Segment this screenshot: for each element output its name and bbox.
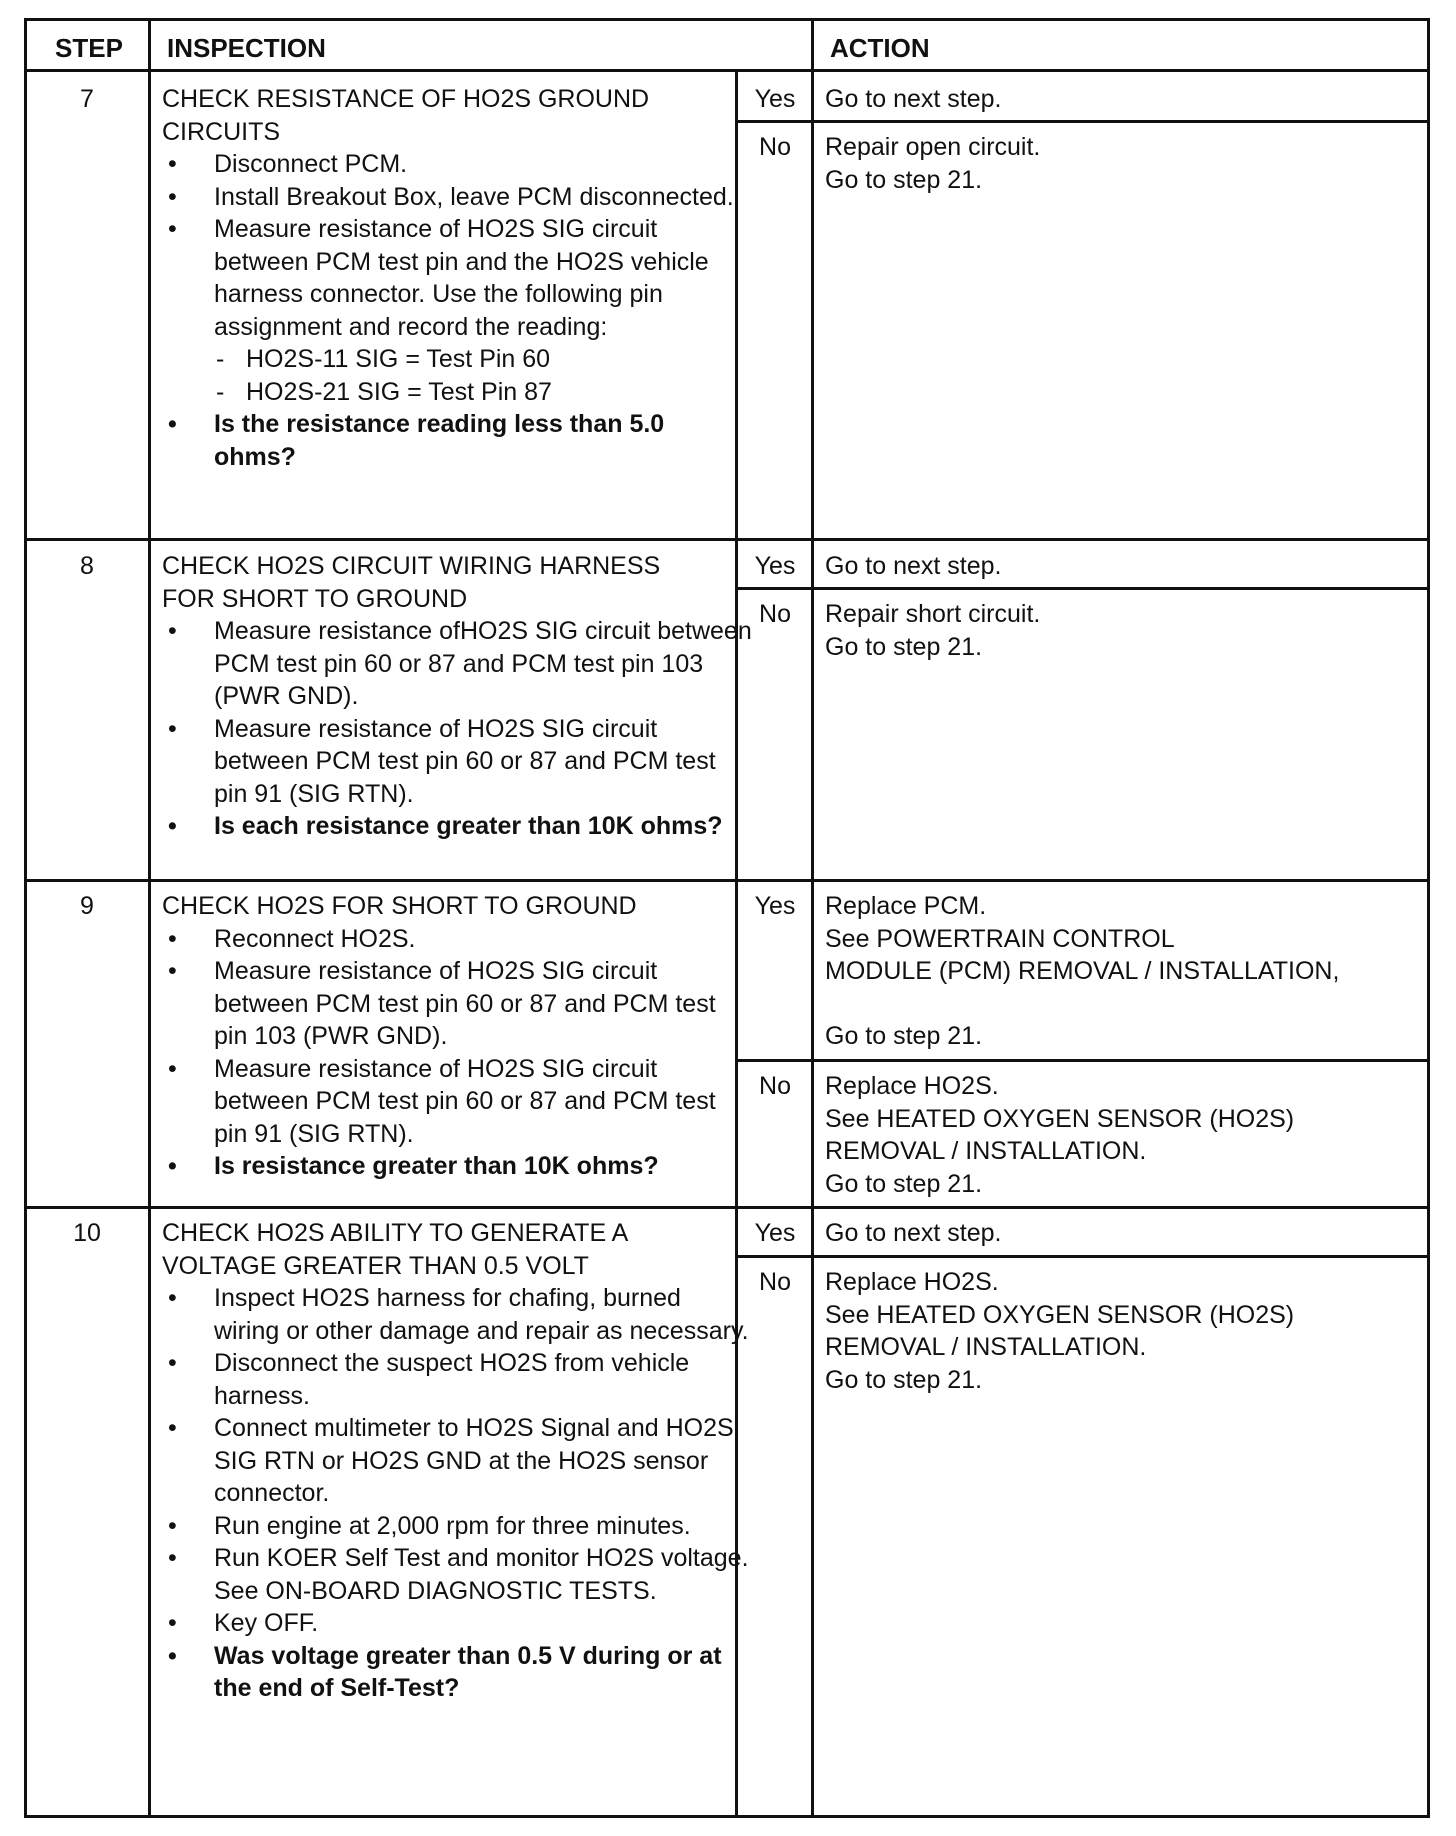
list-item: • Run KOER Self Test and monitor HO2S voltage. <box>162 1542 752 1575</box>
action-line: Go to next step. <box>825 552 1002 580</box>
row-divider <box>27 1206 1427 1209</box>
header-step: STEP <box>55 33 123 63</box>
bullet-list <box>162 1282 752 1705</box>
no-label: No <box>759 133 791 161</box>
action-line: REMOVAL / INSTALLATION. <box>825 1137 1147 1165</box>
list-item: • Run engine at 2,000 rpm for three minutes. <box>162 1510 752 1543</box>
yes-action <box>825 83 1425 116</box>
action-line: Repair open circuit. <box>825 133 1041 161</box>
action-line: Replace HO2S. <box>825 1268 999 1296</box>
action-line: Go to step 21. <box>825 1169 983 1198</box>
yes-label: Yes <box>754 892 796 920</box>
header-inspection: INSPECTION <box>167 33 326 63</box>
action-line <box>825 988 1425 1021</box>
list-item: • Measure resistance of HO2S SIG circuit between PCM test pin 60 or 87 and PCM test pin 91 (SIG RTN). <box>162 1053 752 1151</box>
action-line: Replace HO2S. <box>825 1072 999 1100</box>
yes-label: Yes <box>754 85 796 113</box>
step-title: VOLTAGE GREATER THAN 0.5 VOLT <box>162 1251 589 1280</box>
bullet-list <box>162 148 752 473</box>
row-divider <box>27 879 1427 882</box>
list-item: • Disconnect the suspect HO2S from vehicle harness. <box>162 1347 752 1412</box>
action-line: REMOVAL / INSTALLATION. <box>825 1333 1147 1361</box>
action-line: See POWERTRAIN CONTROL <box>825 924 1175 953</box>
no-label: No <box>759 600 791 628</box>
no-action <box>825 598 1425 663</box>
diagnostic-table <box>24 18 1430 1818</box>
no-label: No <box>759 1072 791 1100</box>
step-inspection <box>162 890 752 1183</box>
no-action <box>825 131 1425 196</box>
list-item: • Disconnect PCM. <box>162 148 752 181</box>
yes-label: Yes <box>754 1219 796 1247</box>
list-item: • Key OFF. <box>162 1607 752 1640</box>
action-line: See HEATED OXYGEN SENSOR (HO2S) <box>825 1104 1295 1133</box>
list-item: • Measure resistance of HO2S SIG circuit between PCM test pin and the HO2S vehicle harness connector. Use the following pin assignment and record the reading: <box>162 213 752 343</box>
step-inspection <box>162 83 752 473</box>
step-title: CHECK HO2S CIRCUIT WIRING HARNESS <box>162 552 661 580</box>
list-subitem: - HO2S-21 SIG = Test Pin 87 <box>162 376 752 409</box>
step-number: 10 <box>73 1219 101 1247</box>
list-item: • Inspect HO2S harness for chafing, burned wiring or other damage and repair as necessary. <box>162 1282 752 1347</box>
bullet-list <box>162 923 752 1183</box>
yes-action <box>825 550 1425 583</box>
list-item-continuation: See ON-BOARD DIAGNOSTIC TESTS. <box>214 1576 657 1605</box>
step-number: 9 <box>80 892 94 920</box>
yes-action <box>825 1217 1425 1250</box>
step-title: CHECK HO2S FOR SHORT TO GROUND <box>162 892 637 920</box>
header-action: ACTION <box>830 33 930 63</box>
no-action <box>825 1070 1425 1200</box>
yes-action <box>825 890 1425 1053</box>
list-item: • Connect multimeter to HO2S Signal and HO2S SIG RTN or HO2S GND at the HO2S sensor connector. <box>162 1412 752 1510</box>
list-subitem: - HO2S-11 SIG = Test Pin 60 <box>162 343 752 376</box>
question: • Was voltage greater than 0.5 V during or at the end of Self-Test? <box>162 1640 752 1705</box>
action-line: Go to next step. <box>825 85 1002 113</box>
step-inspection <box>162 550 752 843</box>
list-item: • Measure resistance of HO2S SIG circuit between PCM test pin 60 or 87 and PCM test pin 103 (PWR GND). <box>162 955 752 1053</box>
no-label: No <box>759 1268 791 1296</box>
step-title: CHECK HO2S ABILITY TO GENERATE A <box>162 1219 629 1247</box>
no-action <box>825 1266 1425 1396</box>
yes-no-divider <box>735 1255 1427 1258</box>
yes-no-divider <box>735 1059 1427 1062</box>
yes-label: Yes <box>754 552 796 580</box>
action-line: Replace PCM. <box>825 892 987 920</box>
step-title: CHECK RESISTANCE OF HO2S GROUND <box>162 85 650 113</box>
question: • Is each resistance greater than 10K ohms? <box>162 810 752 843</box>
row-divider <box>27 538 1427 541</box>
question: • Is the resistance reading less than 5.0 ohms? <box>162 408 752 473</box>
divider <box>811 21 814 1815</box>
action-line: See HEATED OXYGEN SENSOR (HO2S) <box>825 1300 1295 1329</box>
list-item: • Measure resistance ofHO2S SIG circuit between PCM test pin 60 or 87 and PCM test pin 103 (PWR GND). <box>162 615 752 713</box>
step-number: 8 <box>80 552 94 580</box>
bullet-list <box>162 615 752 843</box>
table-header <box>27 21 1427 72</box>
step-title: CIRCUITS <box>162 117 281 146</box>
yes-no-divider <box>735 587 1427 590</box>
action-line: Repair short circuit. <box>825 600 1041 628</box>
action-line: Go to next step. <box>825 1219 1002 1247</box>
action-line: Go to step 21. <box>825 632 983 661</box>
list-item: • Reconnect HO2S. <box>162 923 752 956</box>
action-line: Go to step 21. <box>825 1365 983 1394</box>
step-title: FOR SHORT TO GROUND <box>162 584 468 613</box>
step-number: 7 <box>80 85 94 113</box>
action-line: MODULE (PCM) REMOVAL / INSTALLATION, <box>825 957 1340 985</box>
step-inspection <box>162 1217 752 1705</box>
action-line: Go to step 21. <box>825 165 983 194</box>
list-item: • Install Breakout Box, leave PCM disconnected. <box>162 181 752 214</box>
question: • Is resistance greater than 10K ohms? <box>162 1150 752 1183</box>
divider <box>148 21 151 1815</box>
action-line: Go to step 21. <box>825 1022 983 1050</box>
yes-no-divider <box>735 120 1427 123</box>
list-item: • Measure resistance of HO2S SIG circuit between PCM test pin 60 or 87 and PCM test pin 91 (SIG RTN). <box>162 713 752 811</box>
